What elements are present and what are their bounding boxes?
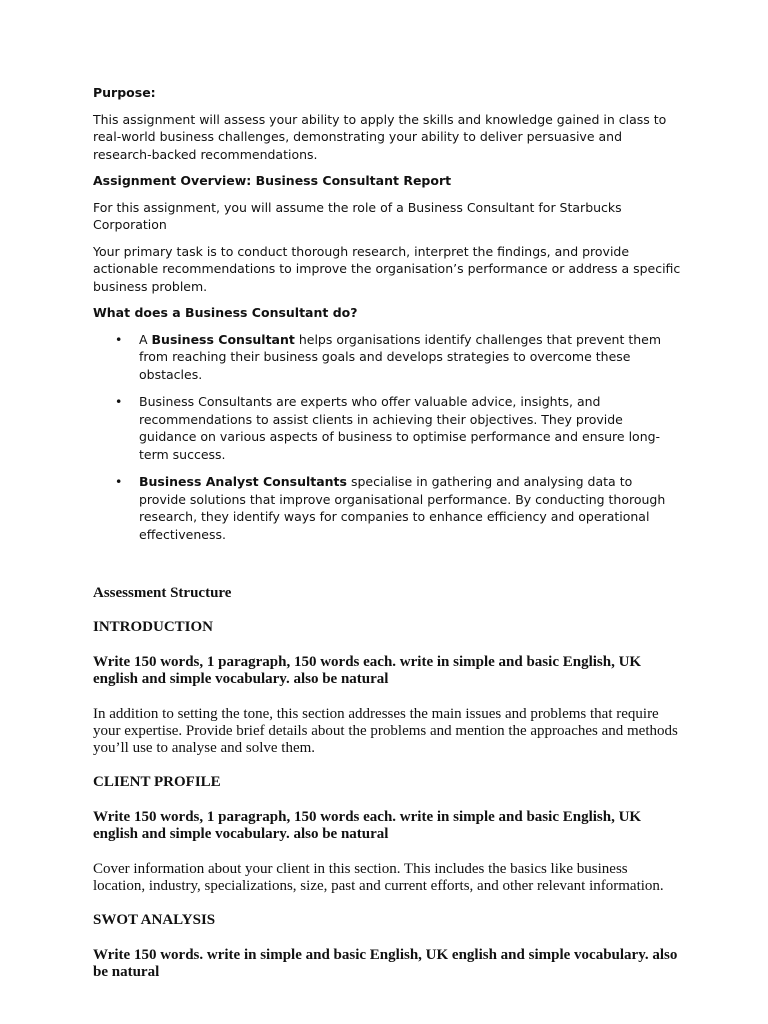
bullet-text: specialise in gathering and analysing data to provide solutions that improve organisational performance. By conducting thorough research, they identify ways for companies to enhance efficiency and operational effectiveness. xyxy=(139,474,666,542)
bullet-bold-term: Business Consultant xyxy=(151,331,295,347)
purpose-heading: Purpose: xyxy=(93,85,156,100)
swot-instruction: Write 150 words. write in simple and basic English, UK english and simple vocabulary. also be natural xyxy=(93,947,678,980)
overview-heading: Assignment Overview: Business Consultant Report xyxy=(93,173,452,188)
swot-heading: SWOT ANALYSIS xyxy=(93,912,216,928)
bullet-item xyxy=(93,473,683,543)
bullet-text: Business Consultants are experts who offer valuable advice, insights, and recommendations to assist clients in achieving their objectives. They provide guidance on various aspects of business to optimise performance and ensure long-term success. xyxy=(139,394,661,462)
bullet-icon: • xyxy=(115,331,123,347)
bullet-text: helps organisations identify challenges that prevent them from reaching their business goals and develops strategies to overcome these obstacles. xyxy=(139,331,662,382)
bullet-icon: • xyxy=(115,394,123,409)
introduction-body: In addition to setting the tone, this section addresses the main issues and problems that require your expertise. Provide brief details about the problems and mention the approaches and methods you’ll use to analyse and solve them. xyxy=(93,706,678,756)
client-profile-instruction: Write 150 words, 1 paragraph, 150 words each. write in simple and basic English, UK english and simple vocabulary. also be natural xyxy=(93,809,642,842)
purpose-text: This assignment will assess your ability to apply the skills and knowledge gained in class to real-world business challenges, demonstrating your ability to deliver persuasive and research-backed recommendations. xyxy=(93,111,667,162)
overview-paragraph-1: For this assignment, you will assume the role of a Business Consultant for Starbucks Corporation xyxy=(93,199,622,232)
overview-paragraph-2: Your primary task is to conduct thorough research, interpret the findings, and provide actionable recommendations to improve the organisation’s performance or address a specific business problem. xyxy=(93,243,681,294)
bullet-prefix: A xyxy=(139,331,152,347)
consultant-bullet-list xyxy=(93,331,683,544)
bullet-bold-term: Business Analyst Consultants xyxy=(139,474,347,489)
client-profile-body: Cover information about your client in this section. This includes the basics like business location, industry, specializations, size, past and current efforts, and other relevant information. xyxy=(93,861,664,894)
introduction-heading: INTRODUCTION xyxy=(93,619,214,635)
client-profile-heading: CLIENT PROFILE xyxy=(93,774,221,790)
assessment-structure-title: Assessment Structure xyxy=(93,585,232,601)
bullet-item xyxy=(93,331,683,384)
consultant-heading: What does a Business Consultant do? xyxy=(93,305,358,320)
document-page xyxy=(93,84,683,981)
bullet-item xyxy=(93,393,683,463)
introduction-instruction: Write 150 words, 1 paragraph, 150 words each. write in simple and basic English, UK english and simple vocabulary. also be natural xyxy=(93,654,642,687)
bullet-icon: • xyxy=(115,474,123,489)
